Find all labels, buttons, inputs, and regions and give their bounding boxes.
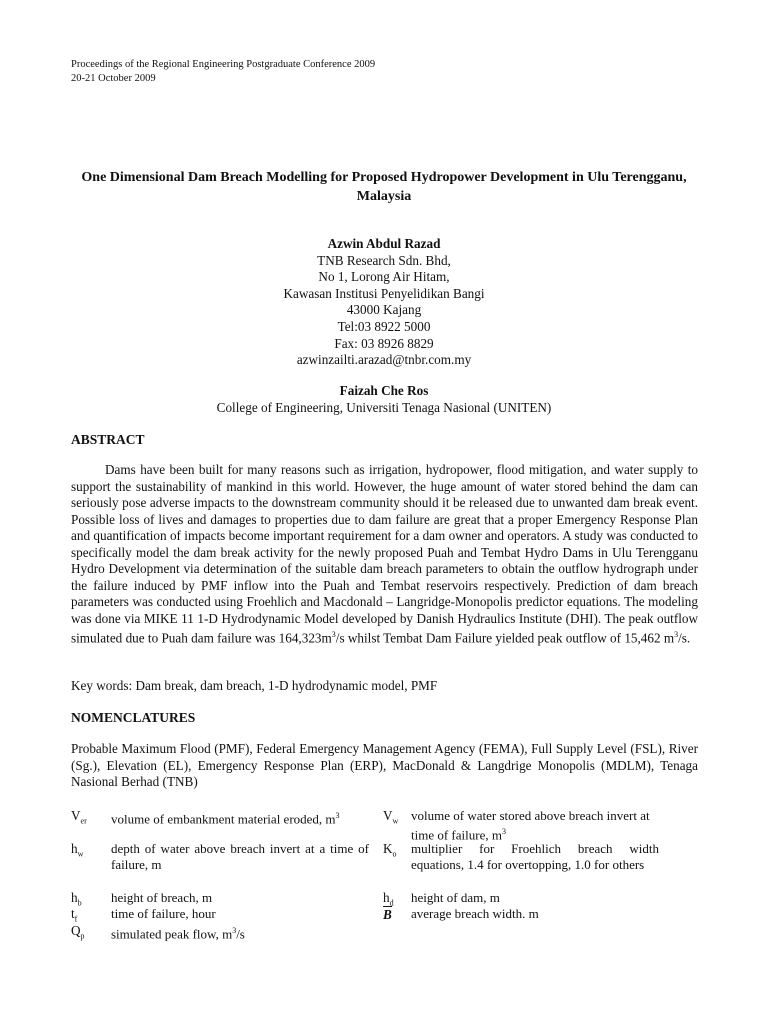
symbol-ko: $K_o$ xyxy=(383,841,397,859)
desc-qp: simulated peak flow, $m^3/s$ xyxy=(111,926,245,942)
abstract-text: Dams have been built for many reasons such as irrigation, hydropower, flood mitigation, and water supply to support the sustainability of mankind in this world. However, the huge amount of water stored behind the dam can seriously pose adverse impacts to the downstream community should it be released due to unwanted dam break event. Possible loss of lives and damages to properties due to dam failure are great that a proper Emergency Response Plan and quantification of impacts become important requirement for a dam owner and operators. A study was conducted to specifically model the dam break activity for the newly proposed Puah and Tembat Hydro Dams in Ulu Terengganu Hydro Development via determination of the suitable dam breach parameters to obtain the outflow hydrograph under the failure induced by PMF inflow into the Puah and Tembat reservoirs respectively. Prediction of dam breach parameters was conducted using Froehlich and Macdonald – Langridge-Monopolis predictor equations. The modeling was done via MIKE 11 1-D Hydrodynamic Model developed by Danish Hydraulics Institute (DHI). The peak outflow simulated due to Puah dam failure was 164,323m xyxy=(71,462,698,646)
conference-name: Proceedings of the Regional Engineering Postgraduate Conference 2009 xyxy=(71,59,376,70)
author1-email: azwinzailti.arazad@tnbr.com.my xyxy=(296,352,472,368)
author1-fax: Fax: 03 8926 8829 xyxy=(334,335,434,351)
desc-ver: volume of embankment material eroded, $m^3$ xyxy=(111,811,340,827)
symbol-b-bar: B xyxy=(383,907,392,922)
author2-name: Faizah Che Ros xyxy=(339,383,429,398)
abbreviations: Probable Maximum Flood (PMF), Federal Emergency Management Agency (FEMA), Full Supply Level (FSL), River (Sg.), Elevation (EL), Emergency Response Plan (ERP), MacDonald & Langdrige Monopolis (MDLM), Tenaga Nasional Berhad (TNB) xyxy=(71,741,698,790)
author1-addr3: 43000 Kajang xyxy=(346,302,422,318)
symbol-hd: $h_d$ xyxy=(383,890,394,908)
symbol-ver: $V_{er}$ xyxy=(71,808,87,826)
conference-header xyxy=(71,58,375,86)
author1-addr1: No 1, Lorong Air Hitam, xyxy=(318,269,450,285)
desc-tf: time of failure, hour xyxy=(111,906,216,921)
desc-b: average breach width. m xyxy=(411,906,539,921)
author1-tel: Tel:03 8922 5000 xyxy=(337,318,431,334)
desc-hb: height of breach, m xyxy=(111,890,213,905)
symbol-hb: $h_b$ xyxy=(71,890,82,908)
conference-date: 20-21 October 2009 xyxy=(71,73,156,84)
author1-org: TNB Research Sdn. Bhd, xyxy=(317,252,451,268)
abstract-paragraph xyxy=(71,462,698,647)
desc-hd: height of dam, m xyxy=(411,890,500,905)
abstract-text-mid: /s whilst Tembat Dam Failure yielded peak outflow of 15,462 m xyxy=(335,630,675,646)
abstract-heading: ABSTRACT xyxy=(71,432,145,447)
symbol-tf: $t_f$ xyxy=(71,906,78,924)
paper-title: One Dimensional Dam Breach Modelling for Proposed Hydropower Development in Ulu Terengganu, Malaysia xyxy=(81,170,687,204)
desc-hw: depth of water above breach invert at a time of failure, m xyxy=(111,841,369,872)
author2-affiliation: College of Engineering, Universiti Tenaga Nasional (UNITEN) xyxy=(216,399,552,415)
desc-vw: volume of water stored above breach invert at time of failure, $m^3$ xyxy=(411,808,650,843)
symbol-qp: $Q_p$ xyxy=(71,923,85,941)
author1-name: Azwin Abdul Razad xyxy=(327,236,441,251)
abstract-text-end: /s. xyxy=(678,630,691,646)
symbol-hw: $h_w$ xyxy=(71,841,84,859)
author1-addr2: Kawasan Institusi Penyelidikan Bangi xyxy=(283,285,485,301)
author1-block xyxy=(84,236,684,369)
abstract-sup-2: 3 xyxy=(674,630,679,640)
nomenclature-heading: NOMENCLATURES xyxy=(71,710,196,725)
author2-block xyxy=(84,383,684,416)
abstract-sup-1: 3 xyxy=(331,630,336,640)
desc-ko: multiplier for Froehlich breach width equations, 1.4 for overtopping, 1.0 for others xyxy=(411,841,659,872)
keywords: Key words: Dam break, dam breach, 1-D hydrodynamic model, PMF xyxy=(71,678,438,693)
symbol-vw: $V_w$ xyxy=(383,808,399,826)
